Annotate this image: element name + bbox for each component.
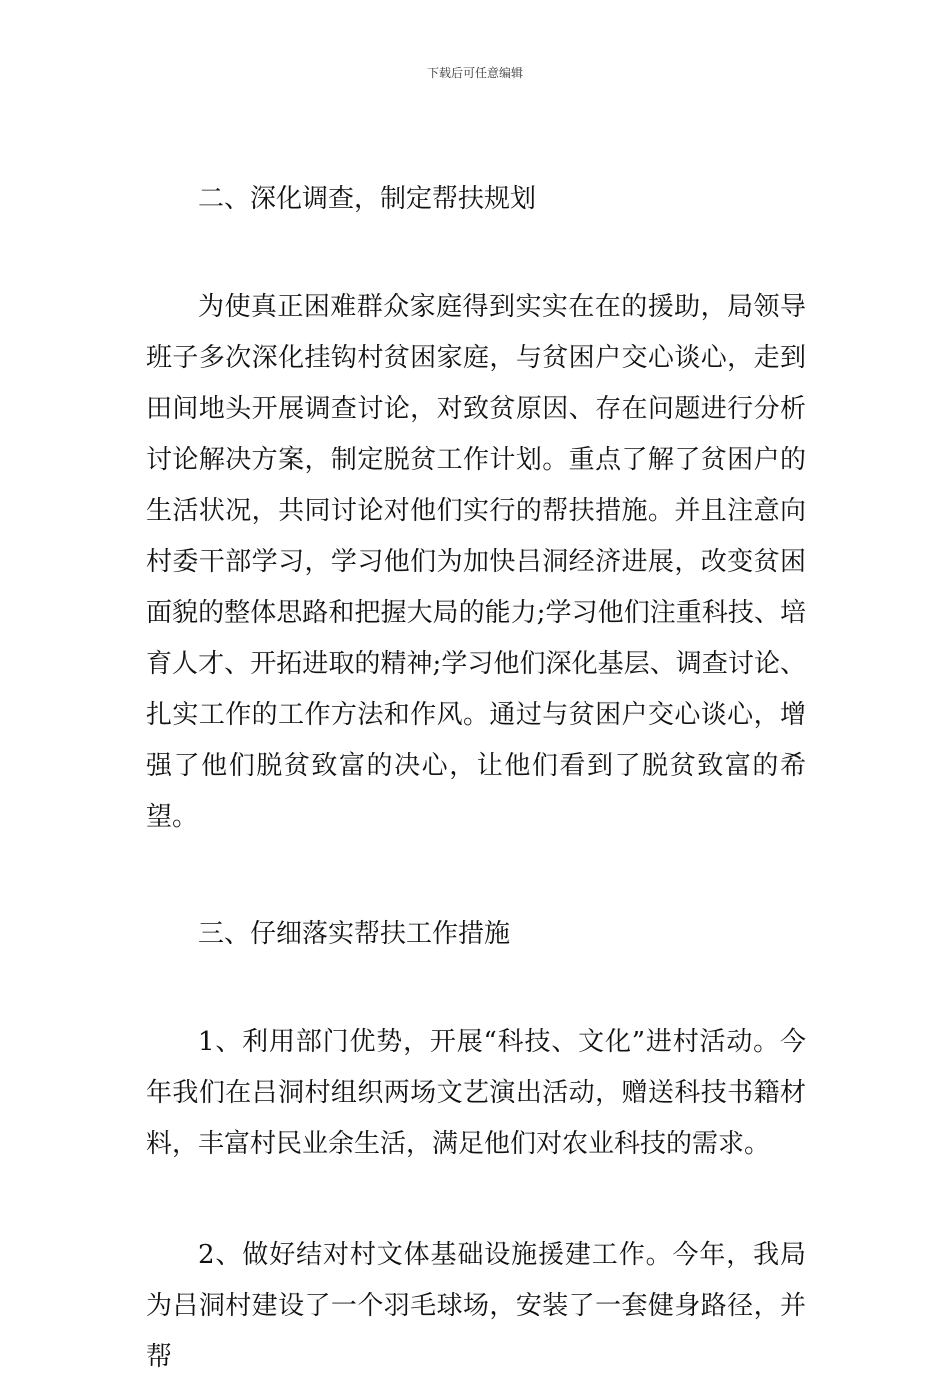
section-heading-3: 三、仔细落实帮扶工作措施 bbox=[198, 919, 511, 949]
document-body bbox=[146, 176, 806, 1383]
paragraph-item-1: 1、利用部门优势，开展“科技、文化”进村活动。今年我们在吕洞村组织两场文艺演出活动，赠送科技书籍材料，丰富村民业余生活，满足他们对农业科技的需求。 bbox=[146, 1027, 806, 1159]
paragraph-research: 为使真正困难群众家庭得到实实在在的援助，局领导班子多次深化挂钩村贫困家庭，与贫困户交心谈心，走到田间地头开展调查讨论，对致贫原因、存在问题进行分析讨论解决方案，制定脱贫工作计划。重点了解了贫困户的生活状况，共同讨论对他们实行的帮扶措施。并且注意向村委干部学习，学习他们为加快吕洞经济进展，改变贫困面貌的整体思路和把握大局的能力;学习他们注重科技、培育人才、开拓进取的精神;学习他们深化基层、调查讨论、扎实工作的工作方法和作风。通过与贫困户交心谈心，增强了他们脱贫致富的决心，让他们看到了脱贫致富的希望。 bbox=[146, 292, 806, 832]
paragraph-item-2: 2、做好结对村文体基础设施援建工作。今年，我局为吕洞村建设了一个羽毛球场，安装了一套健身路径，并帮 bbox=[146, 1240, 806, 1372]
section-heading-2: 二、深化调查，制定帮扶规划 bbox=[198, 184, 537, 214]
page-header-note: 下载后可任意编辑 bbox=[426, 66, 523, 80]
